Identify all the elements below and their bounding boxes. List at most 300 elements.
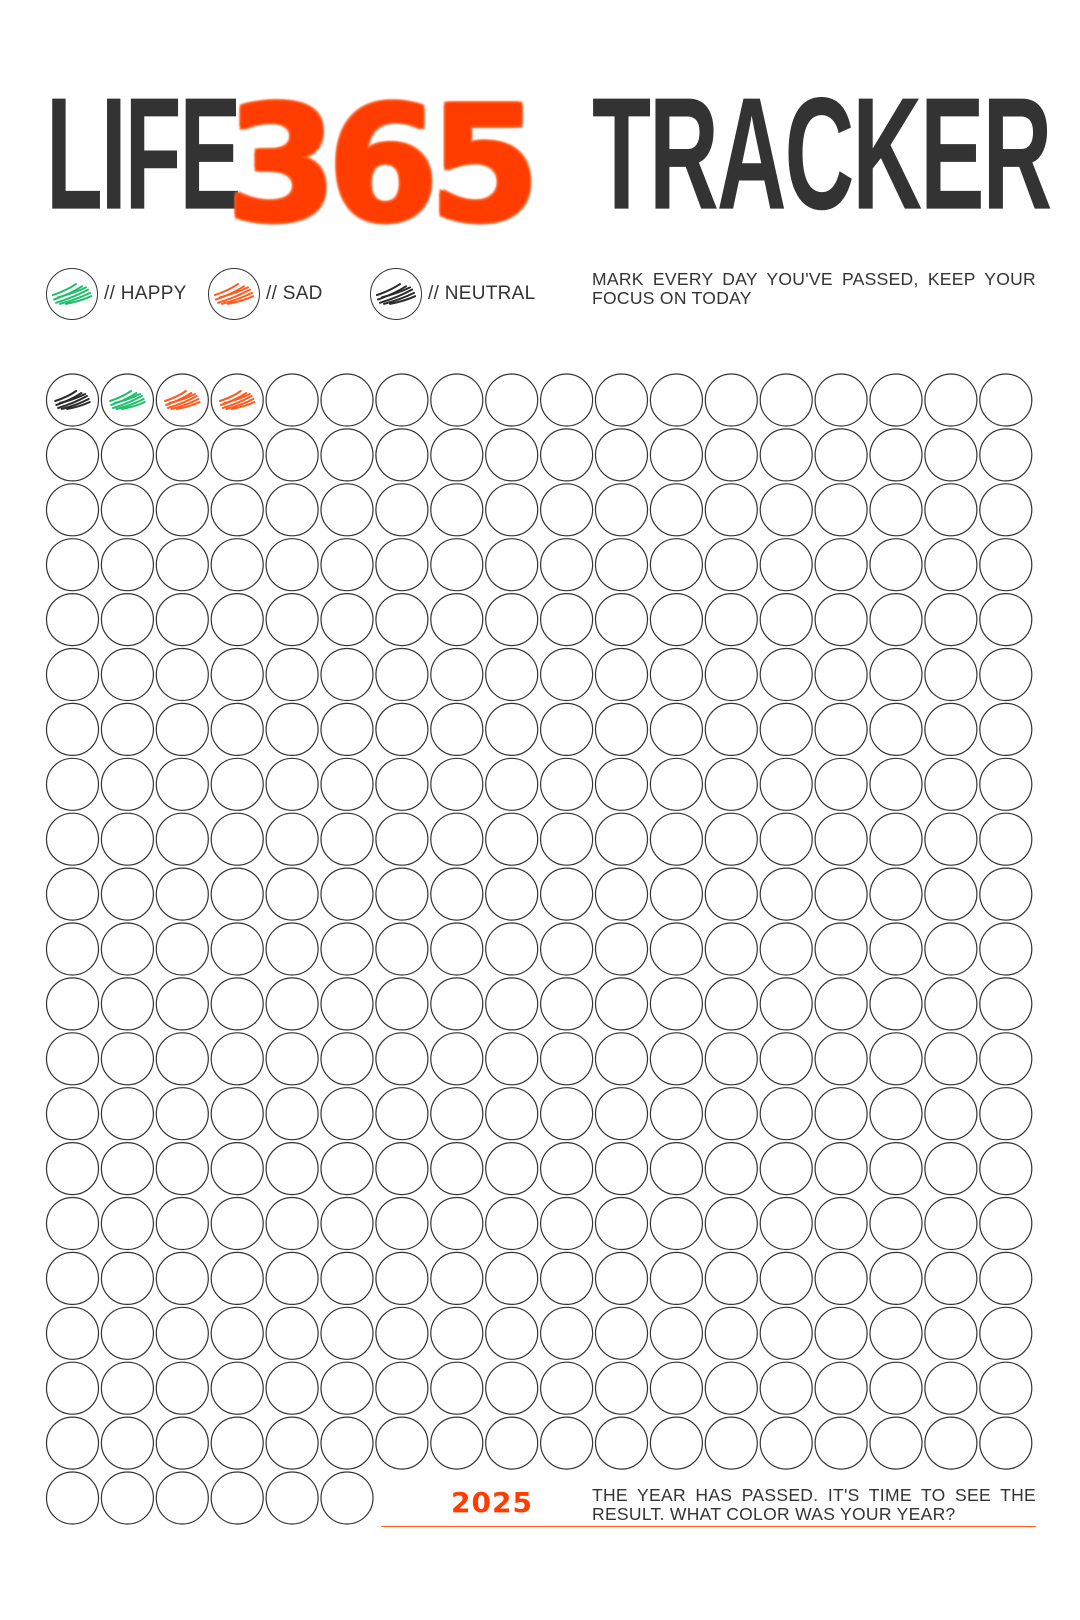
day-circle[interactable] xyxy=(760,1198,812,1250)
day-circle[interactable] xyxy=(486,978,538,1030)
day-circle[interactable] xyxy=(870,1033,922,1085)
day-circle[interactable] xyxy=(47,484,99,536)
day-circle[interactable] xyxy=(47,1088,99,1140)
day-circle[interactable] xyxy=(431,594,483,646)
day-circle[interactable] xyxy=(431,1198,483,1250)
day-circle[interactable] xyxy=(486,1198,538,1250)
day-circle[interactable] xyxy=(596,978,648,1030)
day-circle[interactable] xyxy=(211,1362,263,1414)
day-circle[interactable] xyxy=(925,484,977,536)
day-circle[interactable] xyxy=(925,539,977,591)
day-circle[interactable] xyxy=(321,1088,373,1140)
day-circle[interactable] xyxy=(870,868,922,920)
day-circle[interactable] xyxy=(815,868,867,920)
day-circle[interactable] xyxy=(321,484,373,536)
day-circle[interactable] xyxy=(596,1362,648,1414)
day-circle[interactable] xyxy=(980,923,1032,975)
day-circle[interactable] xyxy=(266,1252,318,1304)
day-circle[interactable] xyxy=(760,1252,812,1304)
day-circle[interactable] xyxy=(266,1362,318,1414)
day-circle[interactable] xyxy=(486,1033,538,1085)
day-circle[interactable] xyxy=(321,1307,373,1359)
day-circle[interactable] xyxy=(596,1252,648,1304)
day-circle[interactable] xyxy=(321,1143,373,1195)
day-circle[interactable] xyxy=(596,813,648,865)
day-circle[interactable] xyxy=(650,813,702,865)
day-circle[interactable] xyxy=(925,703,977,755)
day-circle[interactable] xyxy=(980,1417,1032,1469)
day-circle[interactable] xyxy=(980,1143,1032,1195)
day-circle[interactable] xyxy=(870,649,922,701)
day-circle[interactable] xyxy=(705,1417,757,1469)
day-circle[interactable] xyxy=(650,1198,702,1250)
day-circle[interactable] xyxy=(431,484,483,536)
day-circle[interactable] xyxy=(980,1362,1032,1414)
day-circle[interactable] xyxy=(156,1143,208,1195)
day-circle[interactable] xyxy=(101,923,153,975)
day-circle[interactable] xyxy=(596,649,648,701)
day-circle[interactable] xyxy=(650,703,702,755)
day-circle[interactable] xyxy=(376,703,428,755)
day-circle[interactable] xyxy=(431,649,483,701)
day-circle[interactable] xyxy=(266,1198,318,1250)
day-circle[interactable] xyxy=(650,1252,702,1304)
day-circle[interactable] xyxy=(431,1252,483,1304)
day-circle[interactable] xyxy=(705,1362,757,1414)
day-circle[interactable] xyxy=(101,1033,153,1085)
day-circle[interactable] xyxy=(211,1472,263,1524)
day-circle[interactable] xyxy=(431,758,483,810)
day-circle[interactable] xyxy=(980,868,1032,920)
day-circle[interactable] xyxy=(650,1088,702,1140)
day-circle[interactable] xyxy=(870,1307,922,1359)
day-circle[interactable] xyxy=(486,1252,538,1304)
day-circle[interactable] xyxy=(47,374,99,426)
day-circle[interactable] xyxy=(266,923,318,975)
day-circle[interactable] xyxy=(541,1033,593,1085)
day-circle[interactable] xyxy=(650,1362,702,1414)
day-circle[interactable] xyxy=(541,868,593,920)
day-circle[interactable] xyxy=(650,923,702,975)
day-circle[interactable] xyxy=(266,1033,318,1085)
day-circle[interactable] xyxy=(760,868,812,920)
day-circle[interactable] xyxy=(431,923,483,975)
day-circle[interactable] xyxy=(870,1088,922,1140)
day-circle[interactable] xyxy=(156,1472,208,1524)
day-circle[interactable] xyxy=(101,1088,153,1140)
day-circle[interactable] xyxy=(815,374,867,426)
day-circle[interactable] xyxy=(47,1198,99,1250)
day-circle[interactable] xyxy=(266,539,318,591)
day-circle[interactable] xyxy=(650,1417,702,1469)
day-circle[interactable] xyxy=(101,758,153,810)
day-circle[interactable] xyxy=(650,868,702,920)
day-circle[interactable] xyxy=(431,539,483,591)
day-circle[interactable] xyxy=(321,813,373,865)
day-circle[interactable] xyxy=(705,374,757,426)
day-circle[interactable] xyxy=(211,1088,263,1140)
day-circle[interactable] xyxy=(650,649,702,701)
day-circle[interactable] xyxy=(870,1198,922,1250)
day-circle[interactable] xyxy=(760,484,812,536)
day-circle[interactable] xyxy=(596,703,648,755)
day-circle[interactable] xyxy=(760,1143,812,1195)
day-circle[interactable] xyxy=(541,1417,593,1469)
day-circle[interactable] xyxy=(980,594,1032,646)
day-circle[interactable] xyxy=(101,1252,153,1304)
day-circle[interactable] xyxy=(596,1198,648,1250)
day-circle[interactable] xyxy=(431,868,483,920)
day-circle[interactable] xyxy=(101,978,153,1030)
day-circle[interactable] xyxy=(321,539,373,591)
day-circle[interactable] xyxy=(47,923,99,975)
day-circle[interactable] xyxy=(101,649,153,701)
day-circle[interactable] xyxy=(486,703,538,755)
day-circle[interactable] xyxy=(815,429,867,481)
day-circle[interactable] xyxy=(925,1417,977,1469)
day-circle[interactable] xyxy=(266,649,318,701)
day-circle[interactable] xyxy=(541,758,593,810)
day-circle[interactable] xyxy=(705,813,757,865)
day-circle[interactable] xyxy=(266,374,318,426)
day-circle[interactable] xyxy=(156,868,208,920)
day-circle[interactable] xyxy=(211,1143,263,1195)
day-circle[interactable] xyxy=(925,1033,977,1085)
day-circle[interactable] xyxy=(650,594,702,646)
day-circle[interactable] xyxy=(650,1143,702,1195)
day-circle[interactable] xyxy=(156,1088,208,1140)
day-circle[interactable] xyxy=(431,703,483,755)
day-circle[interactable] xyxy=(650,978,702,1030)
day-circle[interactable] xyxy=(541,978,593,1030)
day-circle[interactable] xyxy=(541,703,593,755)
day-circle[interactable] xyxy=(47,703,99,755)
day-circle[interactable] xyxy=(541,813,593,865)
day-circle[interactable] xyxy=(266,758,318,810)
day-circle[interactable] xyxy=(815,1252,867,1304)
day-circle[interactable] xyxy=(376,1143,428,1195)
day-circle[interactable] xyxy=(596,758,648,810)
day-circle[interactable] xyxy=(211,703,263,755)
day-circle[interactable] xyxy=(376,1362,428,1414)
day-circle[interactable] xyxy=(486,429,538,481)
day-circle[interactable] xyxy=(156,923,208,975)
day-circle[interactable] xyxy=(705,1088,757,1140)
day-circle[interactable] xyxy=(156,429,208,481)
day-circle[interactable] xyxy=(980,703,1032,755)
day-circle[interactable] xyxy=(321,1033,373,1085)
day-circle[interactable] xyxy=(815,978,867,1030)
day-circle[interactable] xyxy=(376,813,428,865)
day-circle[interactable] xyxy=(321,978,373,1030)
day-circle[interactable] xyxy=(156,1362,208,1414)
day-circle[interactable] xyxy=(431,1307,483,1359)
day-circle[interactable] xyxy=(266,813,318,865)
day-circle[interactable] xyxy=(376,539,428,591)
day-circle[interactable] xyxy=(870,1362,922,1414)
day-circle[interactable] xyxy=(541,1198,593,1250)
day-circle[interactable] xyxy=(870,1417,922,1469)
day-circle[interactable] xyxy=(321,594,373,646)
day-circle[interactable] xyxy=(980,484,1032,536)
day-circle[interactable] xyxy=(925,813,977,865)
day-circle[interactable] xyxy=(980,758,1032,810)
day-circle[interactable] xyxy=(870,813,922,865)
day-circle[interactable] xyxy=(925,429,977,481)
day-circle[interactable] xyxy=(266,429,318,481)
day-circle[interactable] xyxy=(211,374,263,426)
day-circle[interactable] xyxy=(705,868,757,920)
day-circle[interactable] xyxy=(925,1143,977,1195)
day-circle[interactable] xyxy=(47,1143,99,1195)
day-circle[interactable] xyxy=(925,923,977,975)
day-circle[interactable] xyxy=(980,1088,1032,1140)
day-circle[interactable] xyxy=(870,374,922,426)
day-circle[interactable] xyxy=(376,1088,428,1140)
day-circle[interactable] xyxy=(541,484,593,536)
day-circle[interactable] xyxy=(486,484,538,536)
day-circle[interactable] xyxy=(596,429,648,481)
day-circle[interactable] xyxy=(211,484,263,536)
day-circle[interactable] xyxy=(211,868,263,920)
day-circle[interactable] xyxy=(705,1307,757,1359)
day-circle[interactable] xyxy=(101,429,153,481)
day-circle[interactable] xyxy=(47,594,99,646)
day-circle[interactable] xyxy=(431,1033,483,1085)
day-circle[interactable] xyxy=(650,1307,702,1359)
day-circle[interactable] xyxy=(47,1252,99,1304)
day-circle[interactable] xyxy=(541,1088,593,1140)
day-circle[interactable] xyxy=(705,429,757,481)
day-circle[interactable] xyxy=(815,649,867,701)
day-circle[interactable] xyxy=(321,923,373,975)
day-circle[interactable] xyxy=(596,1417,648,1469)
day-circle[interactable] xyxy=(101,813,153,865)
day-circle[interactable] xyxy=(211,1198,263,1250)
day-circle[interactable] xyxy=(321,1362,373,1414)
day-circle[interactable] xyxy=(760,1307,812,1359)
day-circle[interactable] xyxy=(47,1307,99,1359)
day-circle[interactable] xyxy=(925,1362,977,1414)
day-circle[interactable] xyxy=(705,1252,757,1304)
day-circle[interactable] xyxy=(980,539,1032,591)
day-circle[interactable] xyxy=(596,1088,648,1140)
day-circle[interactable] xyxy=(925,978,977,1030)
day-circle[interactable] xyxy=(705,1198,757,1250)
day-circle[interactable] xyxy=(596,1143,648,1195)
day-circle[interactable] xyxy=(541,923,593,975)
day-circle[interactable] xyxy=(650,484,702,536)
day-circle[interactable] xyxy=(760,703,812,755)
day-circle[interactable] xyxy=(925,374,977,426)
day-circle[interactable] xyxy=(925,1307,977,1359)
day-circle[interactable] xyxy=(376,758,428,810)
day-circle[interactable] xyxy=(321,429,373,481)
day-circle[interactable] xyxy=(815,758,867,810)
day-circle[interactable] xyxy=(266,868,318,920)
day-circle[interactable] xyxy=(211,429,263,481)
day-circle[interactable] xyxy=(870,539,922,591)
day-circle[interactable] xyxy=(47,868,99,920)
day-circle[interactable] xyxy=(101,1417,153,1469)
day-circle[interactable] xyxy=(760,978,812,1030)
day-circle[interactable] xyxy=(815,1033,867,1085)
day-circle[interactable] xyxy=(156,484,208,536)
day-circle[interactable] xyxy=(705,923,757,975)
day-circle[interactable] xyxy=(211,1417,263,1469)
day-circle[interactable] xyxy=(650,758,702,810)
day-circle[interactable] xyxy=(650,1033,702,1085)
day-circle[interactable] xyxy=(101,484,153,536)
day-circle[interactable] xyxy=(980,649,1032,701)
day-circle[interactable] xyxy=(760,1417,812,1469)
day-circle[interactable] xyxy=(156,594,208,646)
day-circle[interactable] xyxy=(376,978,428,1030)
day-circle[interactable] xyxy=(815,703,867,755)
day-circle[interactable] xyxy=(156,1307,208,1359)
day-circle[interactable] xyxy=(431,1143,483,1195)
day-circle[interactable] xyxy=(541,594,593,646)
day-circle[interactable] xyxy=(431,1417,483,1469)
day-circle[interactable] xyxy=(596,868,648,920)
day-circle[interactable] xyxy=(980,429,1032,481)
day-circle[interactable] xyxy=(211,978,263,1030)
day-circle[interactable] xyxy=(47,1417,99,1469)
day-circle[interactable] xyxy=(211,1252,263,1304)
day-circle[interactable] xyxy=(486,1362,538,1414)
day-circle[interactable] xyxy=(431,429,483,481)
day-circle[interactable] xyxy=(486,813,538,865)
day-circle[interactable] xyxy=(156,374,208,426)
day-circle[interactable] xyxy=(815,484,867,536)
day-circle[interactable] xyxy=(211,1307,263,1359)
day-circle[interactable] xyxy=(156,1252,208,1304)
day-circle[interactable] xyxy=(596,1033,648,1085)
day-circle[interactable] xyxy=(211,539,263,591)
day-circle[interactable] xyxy=(596,374,648,426)
day-circle[interactable] xyxy=(760,374,812,426)
day-circle[interactable] xyxy=(266,1417,318,1469)
day-circle[interactable] xyxy=(980,1307,1032,1359)
day-circle[interactable] xyxy=(596,1307,648,1359)
day-circle[interactable] xyxy=(321,758,373,810)
day-circle[interactable] xyxy=(760,539,812,591)
day-circle[interactable] xyxy=(541,649,593,701)
day-circle[interactable] xyxy=(321,1252,373,1304)
day-circle[interactable] xyxy=(815,923,867,975)
day-circle[interactable] xyxy=(980,978,1032,1030)
day-circle[interactable] xyxy=(376,1033,428,1085)
day-circle[interactable] xyxy=(760,813,812,865)
day-circle[interactable] xyxy=(705,1033,757,1085)
day-circle[interactable] xyxy=(266,1088,318,1140)
day-circle[interactable] xyxy=(705,758,757,810)
day-circle[interactable] xyxy=(486,868,538,920)
day-circle[interactable] xyxy=(705,1143,757,1195)
day-circle[interactable] xyxy=(156,758,208,810)
day-circle[interactable] xyxy=(596,539,648,591)
day-circle[interactable] xyxy=(486,649,538,701)
day-circle[interactable] xyxy=(156,813,208,865)
day-circle[interactable] xyxy=(47,758,99,810)
day-circle[interactable] xyxy=(376,1252,428,1304)
day-circle[interactable] xyxy=(596,594,648,646)
day-circle[interactable] xyxy=(47,813,99,865)
day-circle[interactable] xyxy=(321,703,373,755)
day-circle[interactable] xyxy=(321,649,373,701)
day-circle[interactable] xyxy=(47,1033,99,1085)
day-circle[interactable] xyxy=(980,813,1032,865)
day-circle[interactable] xyxy=(870,923,922,975)
day-circle[interactable] xyxy=(211,649,263,701)
day-circle[interactable] xyxy=(541,539,593,591)
day-circle[interactable] xyxy=(815,1307,867,1359)
day-circle[interactable] xyxy=(815,594,867,646)
day-circle[interactable] xyxy=(815,1088,867,1140)
day-circle[interactable] xyxy=(211,1033,263,1085)
day-circle[interactable] xyxy=(266,1143,318,1195)
day-circle[interactable] xyxy=(486,1417,538,1469)
day-circle[interactable] xyxy=(760,649,812,701)
day-circle[interactable] xyxy=(376,484,428,536)
day-circle[interactable] xyxy=(815,1417,867,1469)
day-circle[interactable] xyxy=(705,649,757,701)
day-circle[interactable] xyxy=(376,1198,428,1250)
day-circle[interactable] xyxy=(376,1417,428,1469)
day-circle[interactable] xyxy=(925,1198,977,1250)
day-circle[interactable] xyxy=(596,923,648,975)
day-circle[interactable] xyxy=(47,1472,99,1524)
day-circle[interactable] xyxy=(870,484,922,536)
day-circle[interactable] xyxy=(760,758,812,810)
day-circle[interactable] xyxy=(870,429,922,481)
day-circle[interactable] xyxy=(705,539,757,591)
day-circle[interactable] xyxy=(156,539,208,591)
day-circle[interactable] xyxy=(266,484,318,536)
day-circle[interactable] xyxy=(541,429,593,481)
day-circle[interactable] xyxy=(101,374,153,426)
day-circle[interactable] xyxy=(211,758,263,810)
day-circle[interactable] xyxy=(486,594,538,646)
day-circle[interactable] xyxy=(376,374,428,426)
day-circle[interactable] xyxy=(211,813,263,865)
day-circle[interactable] xyxy=(980,1252,1032,1304)
day-circle[interactable] xyxy=(925,868,977,920)
day-circle[interactable] xyxy=(870,594,922,646)
day-circle[interactable] xyxy=(156,703,208,755)
day-circle[interactable] xyxy=(101,1307,153,1359)
day-circle[interactable] xyxy=(870,1252,922,1304)
day-circle[interactable] xyxy=(541,1307,593,1359)
day-circle[interactable] xyxy=(101,868,153,920)
day-circle[interactable] xyxy=(321,374,373,426)
day-circle[interactable] xyxy=(815,539,867,591)
day-circle[interactable] xyxy=(321,1472,373,1524)
day-circle[interactable] xyxy=(156,1198,208,1250)
day-circle[interactable] xyxy=(211,923,263,975)
day-circle[interactable] xyxy=(815,1143,867,1195)
day-circle[interactable] xyxy=(541,1143,593,1195)
day-circle[interactable] xyxy=(650,374,702,426)
day-circle[interactable] xyxy=(376,1307,428,1359)
day-circle[interactable] xyxy=(815,1198,867,1250)
day-circle[interactable] xyxy=(266,978,318,1030)
day-circle[interactable] xyxy=(596,484,648,536)
day-circle[interactable] xyxy=(101,703,153,755)
day-circle[interactable] xyxy=(431,1362,483,1414)
day-circle[interactable] xyxy=(486,923,538,975)
day-circle[interactable] xyxy=(431,978,483,1030)
